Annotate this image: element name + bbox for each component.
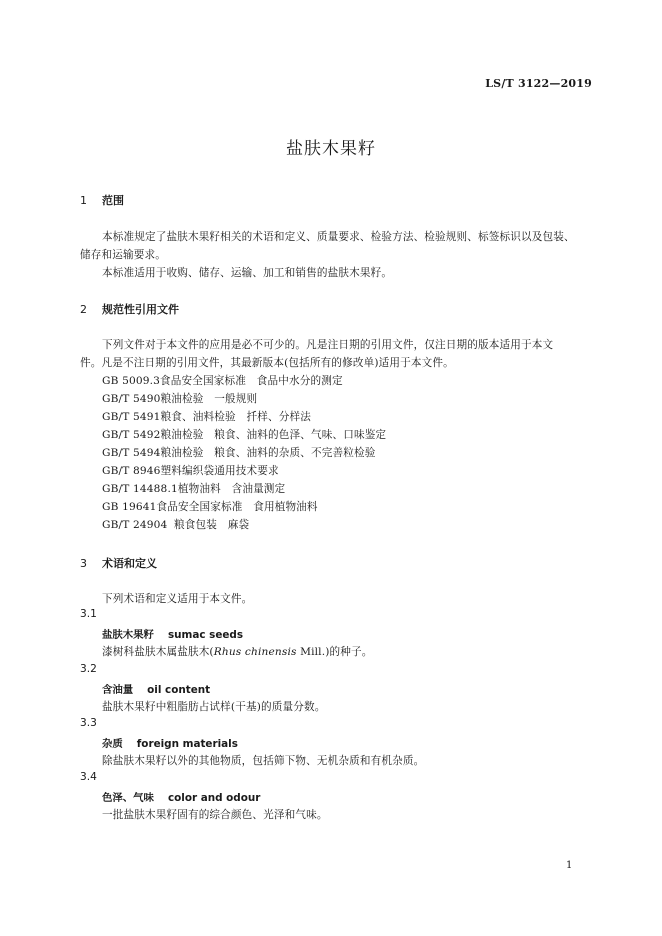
- term-name: [102, 681, 210, 696]
- term-number: 3.4: [80, 771, 97, 783]
- reference-code: GB/T 24904: [102, 519, 168, 531]
- section-number: 3: [80, 557, 87, 570]
- term-name: [102, 626, 243, 641]
- reference-title: 植物油料 含油量测定: [177, 483, 286, 495]
- latin-species-name: Rhus chinensis: [213, 646, 297, 658]
- reference-title: 粮食包装 麻袋: [174, 519, 250, 531]
- section-2-intro-line-1: 下列文件对于本文件的应用是必不可少的。凡是注日期的引用文件，仅注日期的版本适用于本文: [102, 339, 554, 351]
- term-number: 3.3: [80, 717, 97, 729]
- reference-item: [102, 373, 343, 388]
- section-1-heading: [80, 192, 124, 208]
- section-3-intro: 下列术语和定义适用于本文件。: [102, 593, 253, 605]
- reference-item: [102, 499, 318, 514]
- reference-item: [102, 481, 285, 496]
- document-title: 盐肤木果籽: [286, 139, 376, 159]
- reference-code: GB/T 5494: [102, 447, 161, 459]
- term-number: 3.2: [80, 663, 97, 675]
- reference-item: [102, 391, 257, 406]
- reference-code: GB 5009.3: [102, 375, 161, 387]
- term-definition: 除盐肤木果籽以外的其他物质，包括筛下物、无机杂质和有机杂质。: [102, 755, 425, 767]
- page-number: 1: [566, 860, 573, 871]
- section-1-paragraph-2: 本标准适用于收购、储存、运输、加工和销售的盐肤木果籽。: [102, 267, 393, 279]
- term-name-en: sumac seeds: [167, 629, 244, 641]
- reference-title: 粮油检验 粮食、油料的杂质、不完善粒检验: [160, 447, 376, 459]
- term-name-en: oil content: [147, 684, 211, 696]
- reference-title: 食品安全国家标准 食用植物油料: [156, 501, 318, 513]
- section-1-paragraph-1-line-2: 储存和运输要求。: [80, 249, 166, 261]
- reference-item: [102, 445, 375, 460]
- reference-item: [102, 427, 386, 442]
- reference-code: GB/T 8946: [102, 465, 161, 477]
- reference-code: GB/T 14488.1: [102, 483, 178, 495]
- term-number: 3.1: [80, 608, 97, 620]
- term-name-zh: 杂质: [102, 738, 123, 750]
- reference-code: GB/T 5490: [102, 393, 161, 405]
- reference-title: 塑料编织袋通用技术要求: [160, 465, 279, 477]
- section-1-paragraph-1-line-1: 本标准规定了盐肤木果籽相关的术语和定义、质量要求、检验方法、检验规则、标签标识以及包装、: [102, 231, 575, 243]
- section-title: 术语和定义: [102, 557, 157, 570]
- term-name: [102, 789, 260, 804]
- term-name-en: foreign materials: [136, 738, 238, 750]
- standard-code: LS/T 3122—2019: [485, 77, 592, 90]
- term-name-zh: 色泽、气味: [102, 792, 154, 804]
- definition-text: Mill.)的种子。: [296, 646, 373, 658]
- reference-code: GB 19641: [102, 501, 157, 513]
- section-3-heading: [80, 555, 157, 571]
- term-name-zh: 含油量: [102, 684, 134, 696]
- reference-title: 粮油检验 粮食、油料的色泽、气味、口味鉴定: [160, 429, 387, 441]
- reference-title: 粮油检验 一般规则: [160, 393, 258, 405]
- reference-item: [102, 409, 311, 424]
- reference-code: GB/T 5492: [102, 429, 161, 441]
- term-name-zh: 盐肤木果籽: [102, 629, 154, 641]
- term-name-en: color and odour: [167, 792, 261, 804]
- term-definition: 盐肤木果籽中粗脂肪占试样(干基)的质量分数。: [102, 701, 326, 713]
- section-number: 2: [80, 303, 87, 316]
- section-title: 范围: [102, 194, 124, 207]
- term-definition: 一批盐肤木果籽固有的综合颜色、光泽和气味。: [102, 809, 328, 821]
- reference-item: [102, 517, 249, 532]
- section-number: 1: [80, 194, 87, 207]
- term-name: [102, 735, 238, 750]
- reference-item: [102, 463, 279, 478]
- reference-title: 食品安全国家标准 食品中水分的测定: [160, 375, 343, 387]
- reference-title: 粮食、油料检验 扦样、分样法: [160, 411, 311, 423]
- section-2-heading: [80, 301, 179, 317]
- definition-text: 漆树科盐肤木属盐肤木(: [102, 646, 214, 658]
- section-title: 规范性引用文件: [102, 303, 179, 316]
- section-2-intro-line-2: 件。凡是不注日期的引用文件，其最新版本(包括所有的修改单)适用于本文件。: [80, 357, 454, 369]
- reference-code: GB/T 5491: [102, 411, 161, 423]
- term-definition: [102, 644, 373, 659]
